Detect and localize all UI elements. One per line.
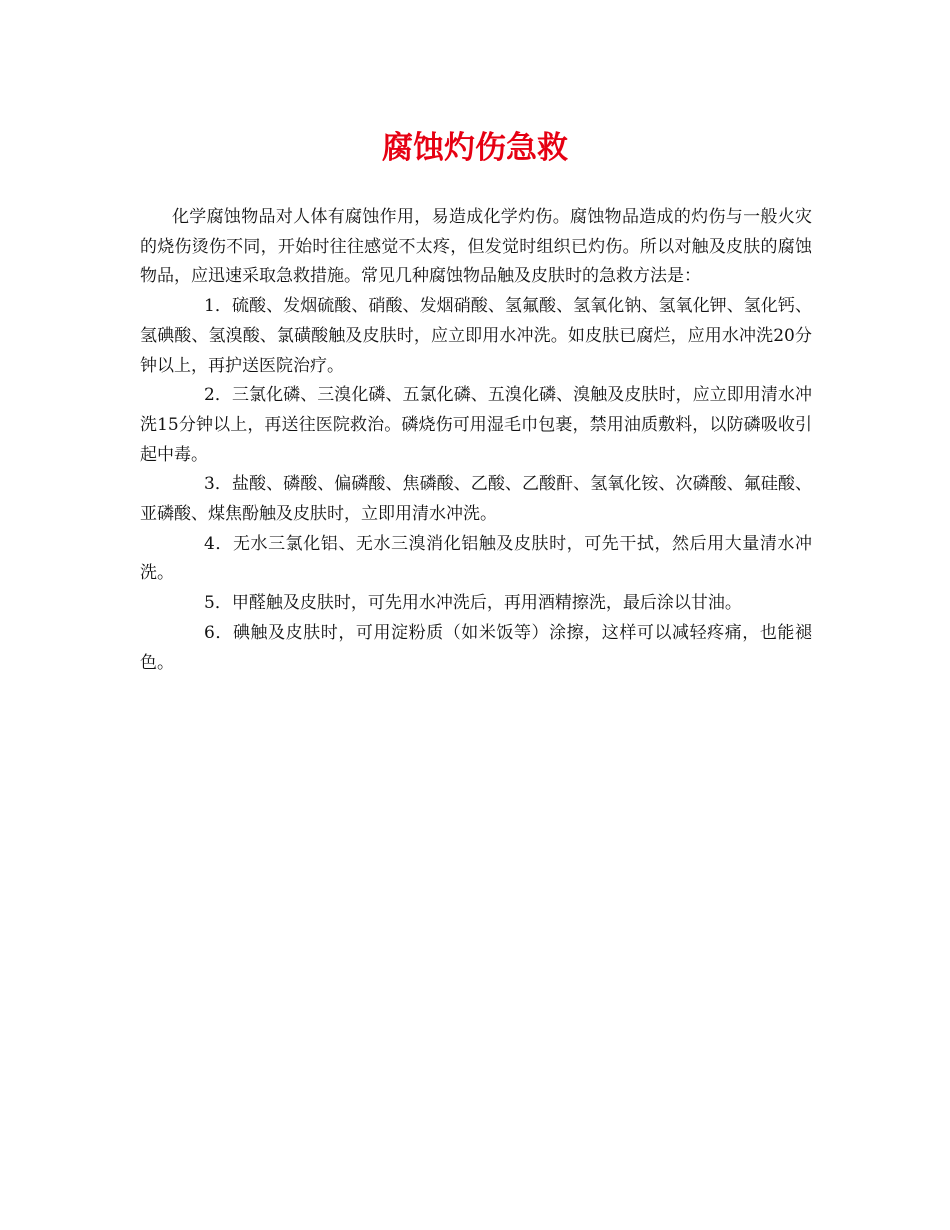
- intro-paragraph: 化学腐蚀物品对人体有腐蚀作用，易造成化学灼伤。腐蚀物品造成的灼伤与一般火灾的烧伤烫伤不同，开始时往往感觉不太疼，但发觉时组织已灼伤。所以对触及皮肤的腐蚀物品，应迅速采取急救措施。常见几种腐蚀物品触及皮肤时的急救方法是：: [140, 207, 812, 287]
- list-item: 6．碘触及皮肤时，可用淀粉质（如米饭等）涂擦，这样可以减轻疼痛，也能褪色。: [140, 622, 812, 673]
- list-item: 5．甲醛触及皮肤时，可先用水冲洗后，再用酒精擦洗，最后涂以甘油。: [204, 593, 742, 614]
- document-body: [140, 203, 812, 678]
- list-item: 1．硫酸、发烟硫酸、硝酸、发烟硝酸、氢氟酸、氢氧化钠、氢氧化钾、氢化钙、氢碘酸、氢溴酸、氯磺酸触及皮肤时，应立即用水冲洗。如皮肤已腐烂，应用水冲洗20分钟以上，再护送医院治疗。: [140, 296, 812, 376]
- list-item: 4．无水三氯化铝、无水三溴消化铝触及皮肤时，可先干拭，然后用大量清水冲洗。: [140, 533, 812, 584]
- list-item: 3．盐酸、磷酸、偏磷酸、焦磷酸、乙酸、乙酸酐、氢氧化铵、次磷酸、氟硅酸、亚磷酸、煤焦酚触及皮肤时，立即用清水冲洗。: [140, 474, 812, 525]
- page-title: 腐蚀灼伤急救: [382, 130, 568, 166]
- list-item: 2．三氯化磷、三溴化磷、五氯化磷、五溴化磷、溴触及皮肤时，应立即用清水冲洗15分钟以上，再送往医院救治。磷烧伤可用湿毛巾包裹，禁用油质敷料，以防磷吸收引起中毒。: [140, 385, 812, 465]
